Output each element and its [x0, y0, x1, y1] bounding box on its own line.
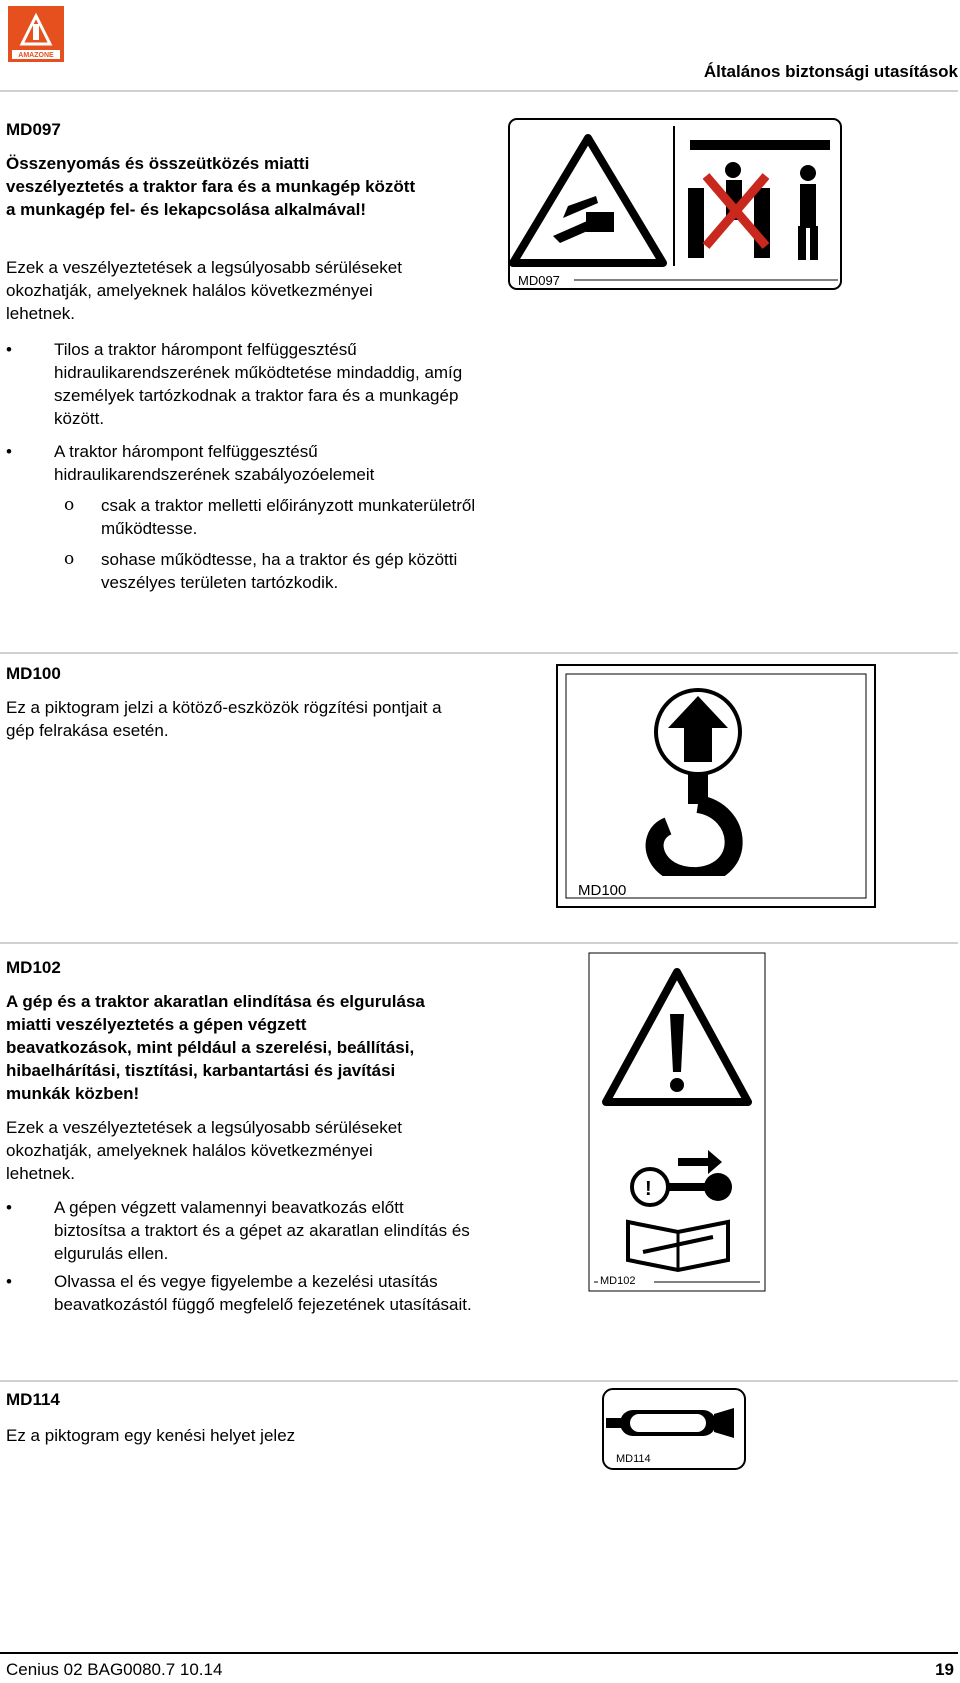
- md114-text: Ez a piktogram egy kenési helyet jelez: [6, 1426, 296, 1445]
- md102-pictogram: [588, 952, 766, 1292]
- md102-heading: A gép és a traktor akaratlan elindítása és elgurulása miatti veszélyeztetés a gépen végzett beavatkozások, mint például a szerelési, beállítási, hibaelhárítási, tisztítási, karbantartási és javítási munkák közben!: [6, 992, 425, 1103]
- md102-warning: Ezek a veszélyeztetések a legsúlyosabb sérüléseket okozhatják, amelyeknek halálos következményei lehetnek.: [6, 1118, 402, 1183]
- md102-bullet-2: • Olvassa el és vegye figyelembe a kezelési utasítás beavatkozástól függő megfelelő fejezetének utasításait.: [6, 1272, 472, 1314]
- svg-text:MD102: MD102: [600, 1275, 636, 1287]
- md102-code: MD102: [6, 958, 61, 977]
- svg-text:AMAZONE: AMAZONE: [18, 52, 54, 59]
- footer-divider: [0, 1652, 958, 1654]
- md102-bullet-1: • A gépen végzett valamennyi beavatkozás előtt biztosítsa a traktort és a gépet az akaratlan elindítás és elgurulás ellen.: [6, 1198, 470, 1263]
- md100-code: MD100: [6, 664, 61, 683]
- svg-text:MD114: MD114: [616, 1453, 651, 1465]
- svg-text:MD100: MD100: [578, 882, 627, 899]
- md097-sub-1: ο csak a traktor melletti előirányzott munkaterületről működtesse.: [64, 495, 476, 538]
- md114-code: MD114: [6, 1390, 60, 1409]
- section-divider: [0, 652, 958, 654]
- section-divider: [0, 942, 958, 944]
- page-header-title: Általános biztonsági utasítások: [703, 62, 958, 81]
- md097-bullet-1: • Tilos a traktor hárompont felfüggesztésű hidraulikarendszerének működtetése mindaddig, amíg személyek tartózkodnak a traktor fara és a munkagép között.: [6, 340, 463, 428]
- amazone-logo: [8, 6, 64, 62]
- md097-sub-2: ο sohase működtesse, ha a traktor és gép közötti veszélyes területen tartózkodik.: [64, 549, 458, 592]
- md100-text: Ez a piktogram jelzi a kötöző-eszközök rögzítési pontjait a gép felrakása esetén.: [6, 698, 442, 740]
- footer-document-id: Cenius 02 BAG0080.7 10.14: [6, 1660, 223, 1679]
- md114-pictogram: [602, 1388, 746, 1470]
- md097-bullet-2: • A traktor hárompont felfüggesztésű hidraulikarendszerének szabályozóelemeit: [6, 442, 375, 484]
- md097-code: MD097: [6, 120, 61, 139]
- md097-warning: Ezek a veszélyeztetések a legsúlyosabb sérüléseket okozhatják, amelyeknek halálos következményei lehetnek.: [6, 258, 402, 323]
- section-divider: [0, 1380, 958, 1382]
- md100-pictogram: [556, 664, 876, 908]
- svg-text:MD097: MD097: [518, 273, 560, 288]
- header-divider: [0, 90, 958, 92]
- md097-heading: Összenyomás és összeütközés miatti veszélyeztetés a traktor fara és a munkagép között a munkagép fel- és lekapcsolása alkalmával!: [6, 154, 416, 219]
- page-number: 19: [935, 1660, 954, 1679]
- svg-text:!: !: [645, 1178, 652, 1200]
- md097-pictogram: [508, 118, 842, 290]
